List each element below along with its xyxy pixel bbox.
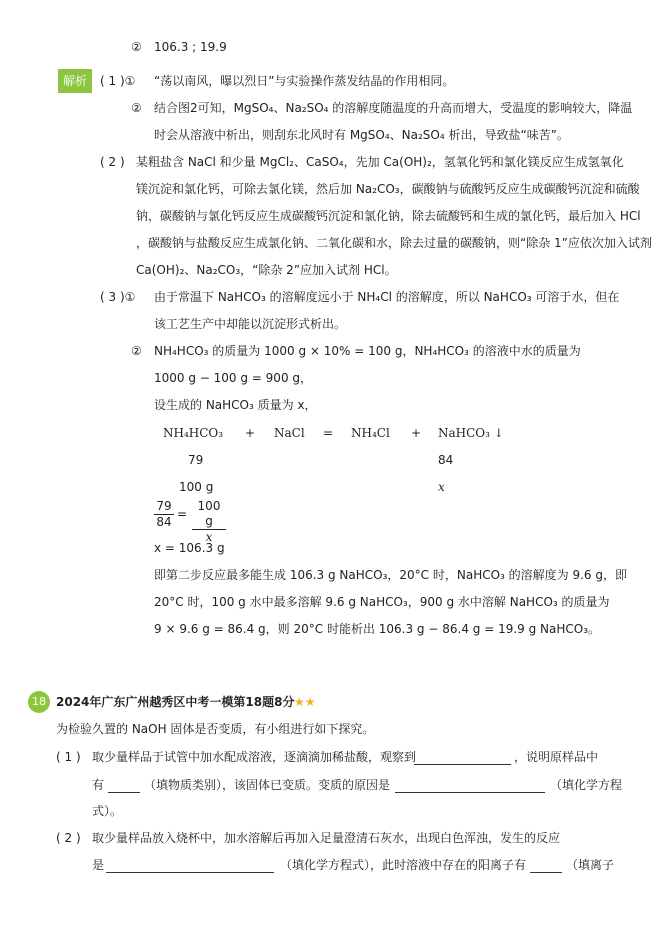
part-2-line-5: Ca(OH)₂、Na₂CO₃，“除杂 2”应加入试剂 HCl。: [136, 263, 397, 277]
part-3-number: ( 3 )①: [100, 290, 136, 304]
part-3-line-6: 即第二步反应最多能生成 106.3 g NaHCO₃，20°C 时，NaHCO₃ 的溶解度为 9.6 g，即: [154, 568, 627, 582]
sub-2-text-a: 取少量样品放入烧杯中，加水溶解后再加入足量澄清石灰水，出现白色浑浊，发生的反应: [92, 831, 561, 845]
part-3-line-3: NH₄HCO₃ 的质量为 1000 g × 10% = 100 g，NH₄HCO₃ 的溶液中水的质量为: [154, 344, 581, 358]
part-1-line-2: 结合图2可知，MgSO₄、Na₂SO₄ 的溶解度随温度的升高而增大，受温度的影响较大，降温: [154, 101, 633, 115]
result-line: x = 106.3 g: [154, 541, 225, 555]
answer-blank-3[interactable]: [395, 780, 545, 793]
part-2-line-2: 镁沉淀和氯化钙，可除去氯化镁，然后加 Na₂CO₃，碳酸钠与硫酸钙反应生成碳酸钙沉淀和硫酸: [136, 182, 640, 196]
part-3-line-1: 由于常温下 NaHCO₃ 的溶解度远小于 NH₄Cl 的溶解度，所以 NaHCO₃ 可溶于水，但在: [154, 290, 620, 304]
sub-2-text-d: （填离子: [566, 858, 615, 872]
given-mass: 100 g: [179, 480, 214, 494]
molar-mass-1: 79: [188, 453, 204, 467]
part-2-number: ( 2 ): [100, 155, 125, 169]
sub-1-text-e: （填化学方程: [550, 778, 623, 792]
part-3-line-7: 20°C 时，100 g 水中最多溶解 9.6 g NaHCO₃，900 g 水中溶解 NaHCO₃ 的质量为: [154, 595, 610, 609]
molar-mass-2: 84: [438, 453, 454, 467]
part-1-mark-2: ②: [131, 101, 142, 115]
eq-equals: =: [323, 426, 334, 440]
sub-1-text-f: 式）。: [92, 804, 123, 818]
part-3-mark-2: ②: [131, 344, 142, 358]
part-1-line-3: 时会从溶液中析出，则刮东北风时有 MgSO₄、Na₂SO₄ 析出，导致盐“味苦”。: [154, 128, 569, 142]
fraction-left-numerator: 79: [156, 499, 172, 513]
fraction-left: [154, 499, 174, 530]
fraction-left-denominator: 84: [154, 514, 174, 530]
fraction-right-denominator: x: [192, 529, 226, 545]
sub-1-number: ( 1 ): [56, 750, 81, 764]
question-intro: 为检验久置的 NaOH 固体是否变质，有小组进行如下探究。: [56, 722, 375, 736]
sub-1-text-b: ，说明原样品中: [514, 750, 599, 764]
analysis-badge: 解析: [58, 69, 92, 93]
part-1-line-1: “荡以南风，曝以烈日”与实验操作蒸发结晶的作用相同。: [154, 74, 455, 88]
eq-product-1: NH₄Cl: [351, 426, 390, 440]
answer-blank-5[interactable]: [530, 860, 562, 873]
sub-1-text-a: 取少量样品于试管中加水配成溶液，逐滴滴加稀盐酸，观察到: [92, 750, 417, 764]
sub-1-text-c: 有: [92, 778, 105, 792]
question-number-badge: 18: [28, 691, 50, 713]
part-1-number: ( 1 )①: [100, 74, 136, 88]
question-title: 2024年广东广州越秀区中考一模第18题8分: [56, 695, 295, 709]
part-2-line-3: 钠，碳酸钠与氯化钙反应生成碳酸钙沉淀和氯化钠，除去硫酸钙和生成的氯化钙，最后加入 HCl: [136, 209, 641, 223]
sub-2-text-c: （填化学方程式），此时溶液中存在的阳离子有: [280, 858, 527, 872]
item-mark: ②: [131, 40, 142, 54]
eq-plus-2: +: [411, 426, 422, 440]
part-3-line-5: 设生成的 NaHCO₃ 质量为 x，: [154, 398, 317, 412]
part-3-line-4: 1000 g − 100 g = 900 g，: [154, 371, 313, 385]
sub-2-number: ( 2 ): [56, 831, 81, 845]
fraction-right-numerator: 100 g: [197, 499, 221, 528]
answer-blank-4[interactable]: [106, 860, 274, 873]
eq-product-2: NaHCO₃ ↓: [438, 426, 504, 440]
part-3-line-8: 9 × 9.6 g = 86.4 g，则 20°C 时能析出 106.3 g − 86.4 g = 19.9 g NaHCO₃。: [154, 622, 601, 636]
eq-plus-1: +: [245, 426, 256, 440]
sub-2-text-b: 是: [92, 858, 105, 872]
answer-blank-2[interactable]: [108, 780, 140, 793]
unknown-mass: x: [438, 480, 445, 494]
fraction-equals: =: [177, 507, 188, 521]
answer-text: 106.3 ; 19.9: [154, 40, 227, 54]
eq-reactant-2: NaCl: [274, 426, 305, 440]
difficulty-stars: ★★: [294, 695, 316, 709]
eq-reactant-1: NH₄HCO₃: [163, 426, 224, 440]
part-2-line-4: ，碳酸钠与盐酸反应生成氯化钠、二氧化碳和水，除去过量的碳酸钠，则“除杂 1”应依次加入试剂: [136, 236, 652, 250]
part-2-line-1: 某粗盐含 NaCl 和少量 MgCl₂、CaSO₄，先加 Ca(OH)₂，氢氧化钙和氯化镁反应生成氢氧化: [136, 155, 624, 169]
sub-1-text-d: （填物质类别），该固体已变质。变质的原因是: [144, 778, 391, 792]
answer-blank-1[interactable]: [414, 752, 511, 765]
part-3-line-2: 该工艺生产中却能以沉淀形式析出。: [154, 317, 347, 331]
